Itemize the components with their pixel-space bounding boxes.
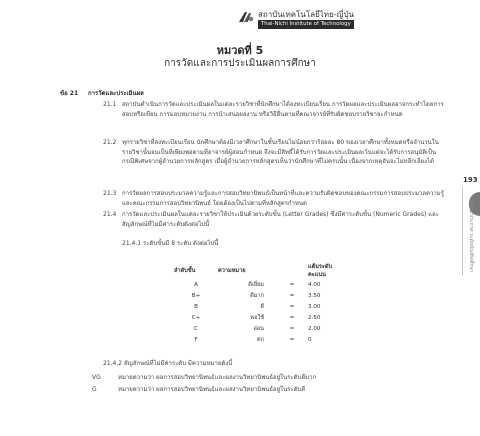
grade-table-header	[174, 263, 348, 279]
table-row	[174, 312, 348, 323]
page-number: 193	[463, 176, 478, 184]
equals-sign: =	[289, 325, 295, 332]
chapter-number: หมวดที่ 5	[216, 44, 264, 57]
equals-sign: =	[289, 281, 295, 288]
equals-sign: =	[289, 314, 295, 321]
clause-21-4-text: การวัดและประเมินผลในแต่ละรายวิชาให้ประเมินด้วยระดับขั้น (Letter Grades) ซึ่งมีค่าระดับขั้น (Numeric Grades) และสัญลักษณ์ที่ไม่มีค่าระดับดังต่อไปนี้	[122, 211, 439, 228]
institute-name-english: Thai-Nichi Institute of Technology	[258, 20, 354, 29]
grade-letter: C	[194, 325, 198, 332]
header-meaning: ความหมาย	[218, 268, 246, 274]
table-row	[174, 323, 348, 334]
table-row	[174, 334, 348, 345]
clause-21-4-2-text: 21.4.2 สัญลักษณ์ที่ไม่มีค่าระดับ มีความหมายดังนี้	[103, 360, 233, 367]
grade-points: 2.00	[308, 325, 321, 332]
symbol-code: VG	[92, 374, 101, 381]
side-divider	[462, 186, 463, 276]
grade-meaning: ดีมาก	[250, 292, 264, 299]
grade-table	[174, 263, 348, 345]
grade-points: 3.50	[308, 292, 321, 299]
grade-meaning: อ่อน	[253, 325, 264, 332]
clause-21-2-text: ทุกรายวิชาที่ลงทะเบียนเรียน นักศึกษาต้องมีเวลาศึกษาในชั้นเรียนไม่น้อยกว่าร้อยละ 80 ของเวลาศึกษาทั้งหมดหรือจำนวนในรายวิชานั้นจนเป็นที่เพียงพอตามที่อาจารย์ผู้สอนกำหนด จึงจะมีสิทธิ์ได้รับการวัดและประเมินผลเว้นแต่จะได้รับการอนุมัติเป็นกรณีพิเศษจากผู้อำนวยการหลักสูตร เมื่อผู้อำนวยการหลักสูตรเห็นว่านักศึกษาที่ไม่ครบนั้น เนื่องจากเหตุอันจะไม่หลีกเลี่ยงได้	[122, 139, 439, 166]
article-label: ข้อ 21	[60, 90, 79, 97]
institute-name-thai: สถาบันเทคโนโลยีไทย-ญี่ปุ่น	[258, 10, 355, 19]
equals-sign: =	[289, 303, 295, 310]
institute-logo-icon	[238, 10, 254, 24]
article-heading: การวัดและประเมินผล	[88, 90, 144, 97]
table-row	[174, 290, 348, 301]
grade-points: 2.50	[308, 314, 321, 321]
header-grade-level: ลำดับขั้น	[174, 268, 196, 274]
grade-letter: C+	[191, 314, 201, 321]
grade-meaning: ดีเยี่ยม	[248, 281, 264, 288]
grade-points: 0	[308, 336, 312, 343]
header-grade-points: แต้มระดับคะแนน	[308, 264, 333, 278]
symbol-meaning: หมายความว่า ผลการสอบวิทยานิพนธ์และผลงานวิทยานิพนธ์อยู่ในระดับดี	[118, 386, 306, 393]
section-tab-label: ระเบียบ/ประกาศ ระดับบัณฑิตศึกษา	[468, 196, 474, 273]
grade-points: 4.00	[308, 281, 321, 288]
grade-letter: F	[194, 336, 198, 343]
grade-letter: A	[194, 281, 198, 288]
clause-number: 21.3	[103, 190, 117, 197]
clause-number: 21.1	[103, 101, 117, 108]
grade-letter: B+	[191, 292, 201, 299]
clause-21-3-text: การวัดผลการสอบประมวลความรู้และการสอบวิทยานิพนธ์เป็นหน้าที่และความรับผิดชอบของคณะกรรมการสอบประมวลความรู้ และคณะกรรมการสอบวิทยานิพนธ์ โดยต้องเป็นไปตามที่หลักสูตรกำหนด	[122, 190, 444, 207]
chapter-title: การวัดและการประเมินผลการศึกษา	[164, 58, 316, 69]
symbol-code: G	[92, 386, 97, 393]
clause-21-4-1-text: 21.4.1 ระดับขั้นมี 8 ระดับ ดังต่อไปนี้	[122, 240, 219, 247]
grade-letter: B	[194, 303, 198, 310]
clause-number: 21.4	[103, 211, 117, 218]
equals-sign: =	[289, 336, 295, 343]
grade-meaning: ตก	[256, 336, 264, 343]
grade-meaning: พอใช้	[250, 314, 264, 321]
grade-points: 3.00	[308, 303, 321, 310]
grade-meaning: ดี	[260, 303, 264, 310]
header-blank	[276, 263, 308, 279]
equals-sign: =	[289, 292, 295, 299]
symbol-meaning: หมายความว่า ผลการสอบวิทยานิพนธ์และผลงานวิทยานิพนธ์อยู่ในระดับดีมาก	[118, 374, 317, 381]
table-row	[174, 301, 348, 312]
clause-number: 21.2	[103, 139, 117, 146]
table-row	[174, 279, 348, 290]
clause-21-1-text: สถาบันดำเนินการวัดและประเมินผลในแต่ละรายวิชาที่นักศึกษาได้ลงทะเบียนเรียน การวัดผลและประเมินผลอาจกระทำโดยการสอบหรือเขียน การมอบหมายงาน การนำเสนอผลงาน หรือวิธีอื่นตามที่คณาจารย์ที่รับผิดชอบรายวิชาจะกำหนด	[122, 101, 444, 118]
